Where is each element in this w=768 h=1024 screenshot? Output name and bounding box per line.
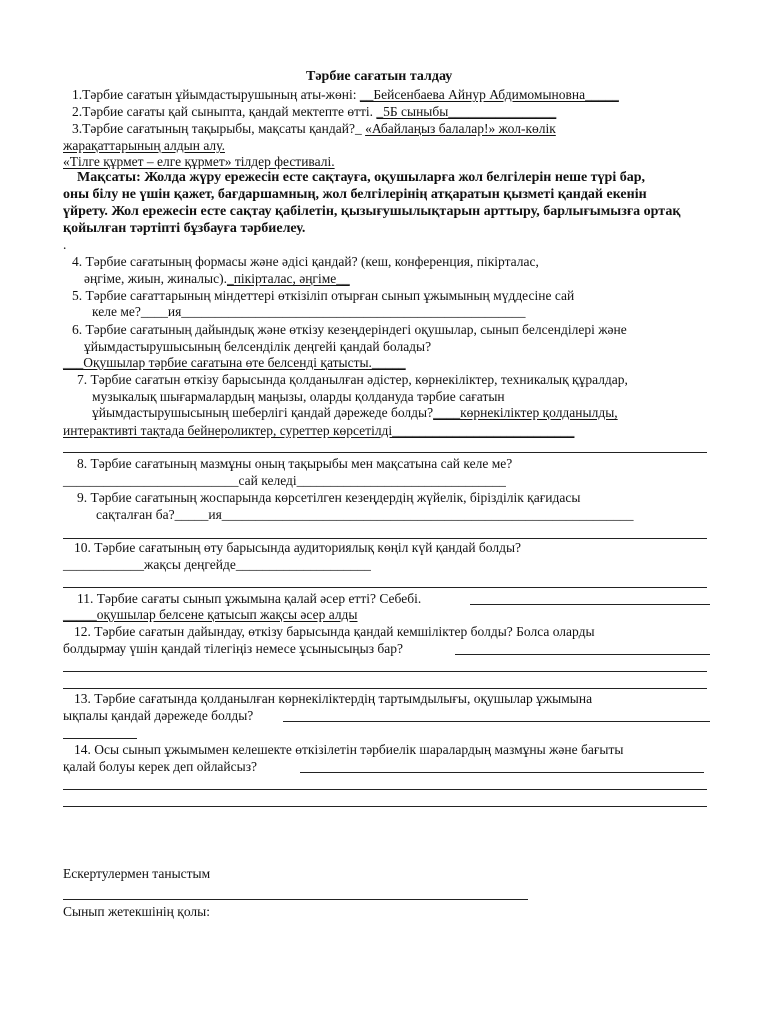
- question-2-label: 2.Тәрбие сағаты қай сыныпта, қандай мектепте өтті.: [72, 104, 373, 119]
- answer-line: [63, 671, 707, 672]
- answer-line: [300, 772, 704, 773]
- question-5-line-1: 5. Тәрбие сағаттарының міндеттері өткізіліп отырған сынып ұжымының мүддесіне сай: [72, 288, 575, 303]
- class-teacher-signature-label: Сынып жетекшінің қолы:: [63, 904, 210, 919]
- question-14-line-2: қалай болуы керек деп ойлайсыз?: [63, 759, 258, 774]
- answer-line: [283, 721, 710, 722]
- question-14-line-1: 14. Осы сынып ұжымымен келешекте өткізілетін тәрбиелік шаралардың мазмұны және бағыты: [74, 742, 624, 757]
- answer-line: [470, 604, 710, 605]
- question-12-line-1: 12. Тәрбие сағатын дайындау, өткізу барысында қандай кемшіліктер болды? Болса оларды: [74, 624, 595, 639]
- question-3: [72, 121, 556, 137]
- answer-line: [63, 538, 707, 539]
- answer-line: [63, 587, 707, 588]
- question-11-answer: _____оқушылар белсене қатысып жақсы әсер алды: [63, 607, 358, 622]
- answer-line: [455, 654, 710, 655]
- question-13-line-2: ықпалы қандай дәрежеде болды?: [63, 708, 254, 723]
- question-5-answer: ____ия___________________________________________________: [140, 304, 526, 319]
- question-7-text: ұйымдастырушысының шеберлігі қандай дәрежеде болды?: [92, 405, 434, 420]
- answer-line: [63, 688, 707, 689]
- question-2: [72, 104, 556, 120]
- question-7-line-2: музыкалық шығармалардың маңызы, оларды қолдануда тәрбие сағатын: [92, 389, 505, 404]
- question-4-line-1: 4. Тәрбие сағатының формасы және әдісі қандай? (кеш, конференция, пікірталас,: [72, 254, 539, 269]
- question-7-line-3: [92, 405, 618, 421]
- question-5-text: келе ме?: [92, 304, 141, 319]
- question-7-line-1: 7. Тәрбие сағатын өткізу барысында қолданылған әдістер, көрнекіліктер, техникалық құралдар,: [77, 372, 628, 387]
- question-5-line-2: [92, 304, 526, 320]
- answer-line: [63, 738, 137, 739]
- question-6-answer: ___Оқушылар тәрбие сағатына өте белсенді қатысты._____: [63, 355, 406, 370]
- aim-line-1: Мақсаты: Жолда жүру ережесін есте сақтауға, оқушыларға жол белгілерін неше түрі бар,: [77, 170, 646, 185]
- question-6-line-2: ұйымдастырушысының белсенділік деңгейі қандай болады?: [84, 339, 432, 354]
- question-9-text: сақталған ба?: [96, 507, 175, 522]
- question-10-line-1: 10. Тәрбие сағатының өту барысында аудиториялық көңіл күй қандай болды?: [74, 540, 522, 555]
- question-11-line-1: [77, 591, 421, 607]
- aim-dot: .: [63, 237, 67, 252]
- answer-line: [63, 452, 707, 453]
- question-1-label: 1.Тәрбие сағатын ұйымдастырушының аты-жөні:: [72, 87, 357, 102]
- answer-line: [63, 806, 707, 807]
- question-2-answer: _5Б сыныбы________________: [376, 104, 557, 119]
- acknowledged-label: Ескертулермен таныстым: [63, 866, 211, 881]
- question-7-answer-2: интерактивті тақтада бейнероликтер, суреттер көрсетілді___________________________: [63, 423, 575, 438]
- signature-line: [63, 899, 528, 900]
- question-1: [72, 87, 619, 103]
- question-13-line-1: 13. Тәрбие сағатында қолданылған көрнекіліктердің тартымдылығы, оқушылар ұжымына: [74, 691, 593, 706]
- answer-line: [63, 789, 707, 790]
- question-8-answer: __________________________сай келеді_______________________________: [63, 473, 506, 488]
- question-1-answer: __Бейсенбаева Айнур Абдимомыновна_____: [359, 87, 619, 102]
- aim-line-4: қойылған тәртіпті бұзбауға тәрбиелеу.: [63, 221, 306, 236]
- question-12-line-2: болдырмау үшін қандай тілегіңіз немесе ұсынысыңыз бар?: [63, 641, 404, 656]
- question-9-line-1: 9. Тәрбие сағатының жоспарында көрсетілген кезеңдердің жүйелік, бірізділік қағидасы: [77, 490, 581, 505]
- question-10-answer: ____________жақсы деңгейде____________________: [63, 557, 371, 572]
- question-9-line-2: [96, 507, 634, 523]
- question-8-line-1: 8. Тәрбие сағатының мазмұны оның тақырыбы мен мақсатына сай келе ме?: [77, 456, 513, 471]
- aim-line-3: үйрету. Жол ережесін есте сақтау қабілетін, қызығушылықтарын арттыру, барлығымызға ортақ: [63, 204, 681, 219]
- document-title: Тәрбие сағатын талдау: [306, 69, 453, 84]
- question-3-answer-1: «Абайлаңыз балалар!» жол-көлік: [365, 121, 556, 136]
- question-3-label: 3.Тәрбие сағатының тақырыбы, мақсаты қандай?_: [72, 121, 362, 136]
- question-4-line-2: [84, 271, 350, 287]
- question-3-answer-2: жарақаттарының алдын алу.: [63, 138, 225, 153]
- question-6-line-1: 6. Тәрбие сағатының дайындық және өткізу кезеңдеріндегі оқушылар, сынып белсенділері және: [72, 322, 627, 337]
- question-4-answer: _пікірталас, әңгіме__: [226, 271, 350, 286]
- aim-line-2: оны білу не үшін қажет, бағдаршамның, жол белгілерінің атқаратын қызметі қандай екенін: [63, 187, 647, 202]
- question-11-text: 11. Тәрбие сағаты сынып ұжымына қалай әсер етті? Себебі.: [77, 591, 422, 606]
- question-7-answer-1: ____көрнекіліктер қолданылды,: [433, 405, 618, 420]
- question-4-text: әңгіме, жиын, жиналыс).: [84, 271, 227, 286]
- question-3-answer-3: «Тілге құрмет – елге құрмет» тілдер фестивалі.: [63, 154, 335, 169]
- question-9-answer: _____ия_____________________________________________________________: [174, 507, 634, 522]
